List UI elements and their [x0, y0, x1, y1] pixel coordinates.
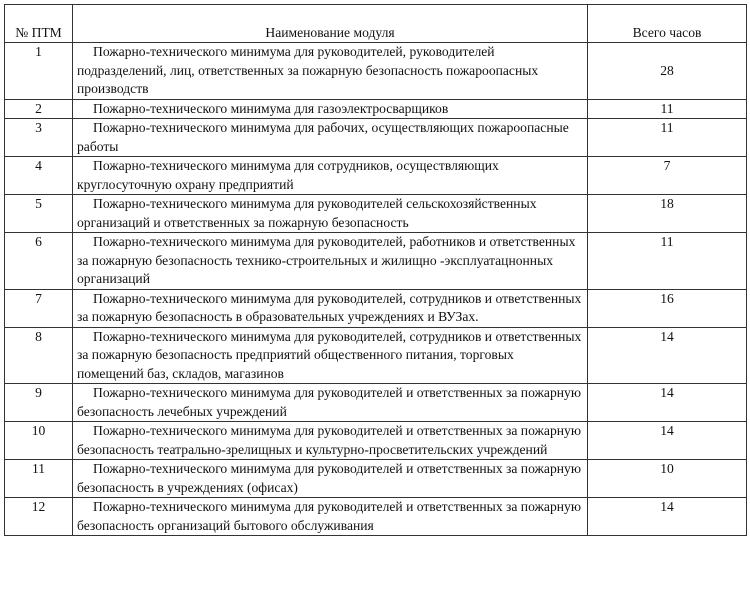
row-name: Пожарно-технического минимума для руководителей сельскохозяйственных организаций и ответственных за пожарную безопасность	[73, 195, 588, 233]
row-name: Пожарно-технического минимума для руководителей, руководителей подразделений, лиц, ответственных за пожарную безопасность пожароопасных производств	[73, 43, 588, 100]
table-row	[5, 422, 747, 460]
row-hours: 7	[588, 157, 747, 195]
row-hours: 18	[588, 195, 747, 233]
row-num: 8	[5, 327, 73, 384]
row-hours: 14	[588, 327, 747, 384]
table-row	[5, 460, 747, 498]
row-name: Пожарно-технического минимума для газоэлектросварщиков	[73, 99, 588, 119]
table-row	[5, 233, 747, 290]
table-row	[5, 289, 747, 327]
row-hours: 14	[588, 498, 747, 536]
table-row	[5, 119, 747, 157]
header-name: Наименование модуля	[73, 5, 588, 43]
row-num: 11	[5, 460, 73, 498]
row-name: Пожарно-технического минимума для сотрудников, осуществляющих круглосуточную охрану предприятий	[73, 157, 588, 195]
table-row	[5, 195, 747, 233]
table-row	[5, 157, 747, 195]
table-row	[5, 498, 747, 536]
row-hours: 28	[588, 43, 747, 100]
row-num: 12	[5, 498, 73, 536]
header-num: № ПТМ	[5, 5, 73, 43]
row-num: 1	[5, 43, 73, 100]
row-num: 9	[5, 384, 73, 422]
row-num: 5	[5, 195, 73, 233]
row-name: Пожарно-технического минимума для руководителей, сотрудников и ответственных за пожарную безопасность предприятий общественного питания, торговых помещений баз, складов, магазинов	[73, 327, 588, 384]
table-row	[5, 327, 747, 384]
row-hours: 11	[588, 119, 747, 157]
row-name: Пожарно-технического минимума для рабочих, осуществляющих пожароопасные работы	[73, 119, 588, 157]
row-name: Пожарно-технического минимума для руководителей, работников и ответственных за пожарную безопасность технико-строительных и жилищно -эксплуатацнонных организаций	[73, 233, 588, 290]
table-row	[5, 43, 747, 100]
row-num: 2	[5, 99, 73, 119]
row-num: 6	[5, 233, 73, 290]
row-name: Пожарно-технического минимума для руководителей и ответственных за пожарную безопасность организаций бытового обслуживания	[73, 498, 588, 536]
modules-table	[4, 4, 747, 536]
row-num: 10	[5, 422, 73, 460]
row-hours: 11	[588, 99, 747, 119]
row-num: 4	[5, 157, 73, 195]
row-hours: 16	[588, 289, 747, 327]
table-body	[5, 43, 747, 536]
row-num: 3	[5, 119, 73, 157]
header-hours: Всего часов	[588, 5, 747, 43]
row-hours: 14	[588, 422, 747, 460]
table-row	[5, 384, 747, 422]
row-name: Пожарно-технического минимума для руководителей и ответственных за пожарную безопасность театрально-зрелищных и культурно-просветительских учреждений	[73, 422, 588, 460]
row-hours: 14	[588, 384, 747, 422]
row-hours: 10	[588, 460, 747, 498]
row-name: Пожарно-технического минимума для руководителей и ответственных за пожарную безопасность лечебных учреждений	[73, 384, 588, 422]
row-name: Пожарно-технического минимума для руководителей, сотрудников и ответственных за пожарную безопасность в образовательных учреждениях и ВУЗах.	[73, 289, 588, 327]
table-row	[5, 99, 747, 119]
row-num: 7	[5, 289, 73, 327]
row-hours: 11	[588, 233, 747, 290]
row-name: Пожарно-технического минимума для руководителей и ответственных за пожарную безопасность в учреждениях (офисах)	[73, 460, 588, 498]
table-header-row	[5, 5, 747, 43]
